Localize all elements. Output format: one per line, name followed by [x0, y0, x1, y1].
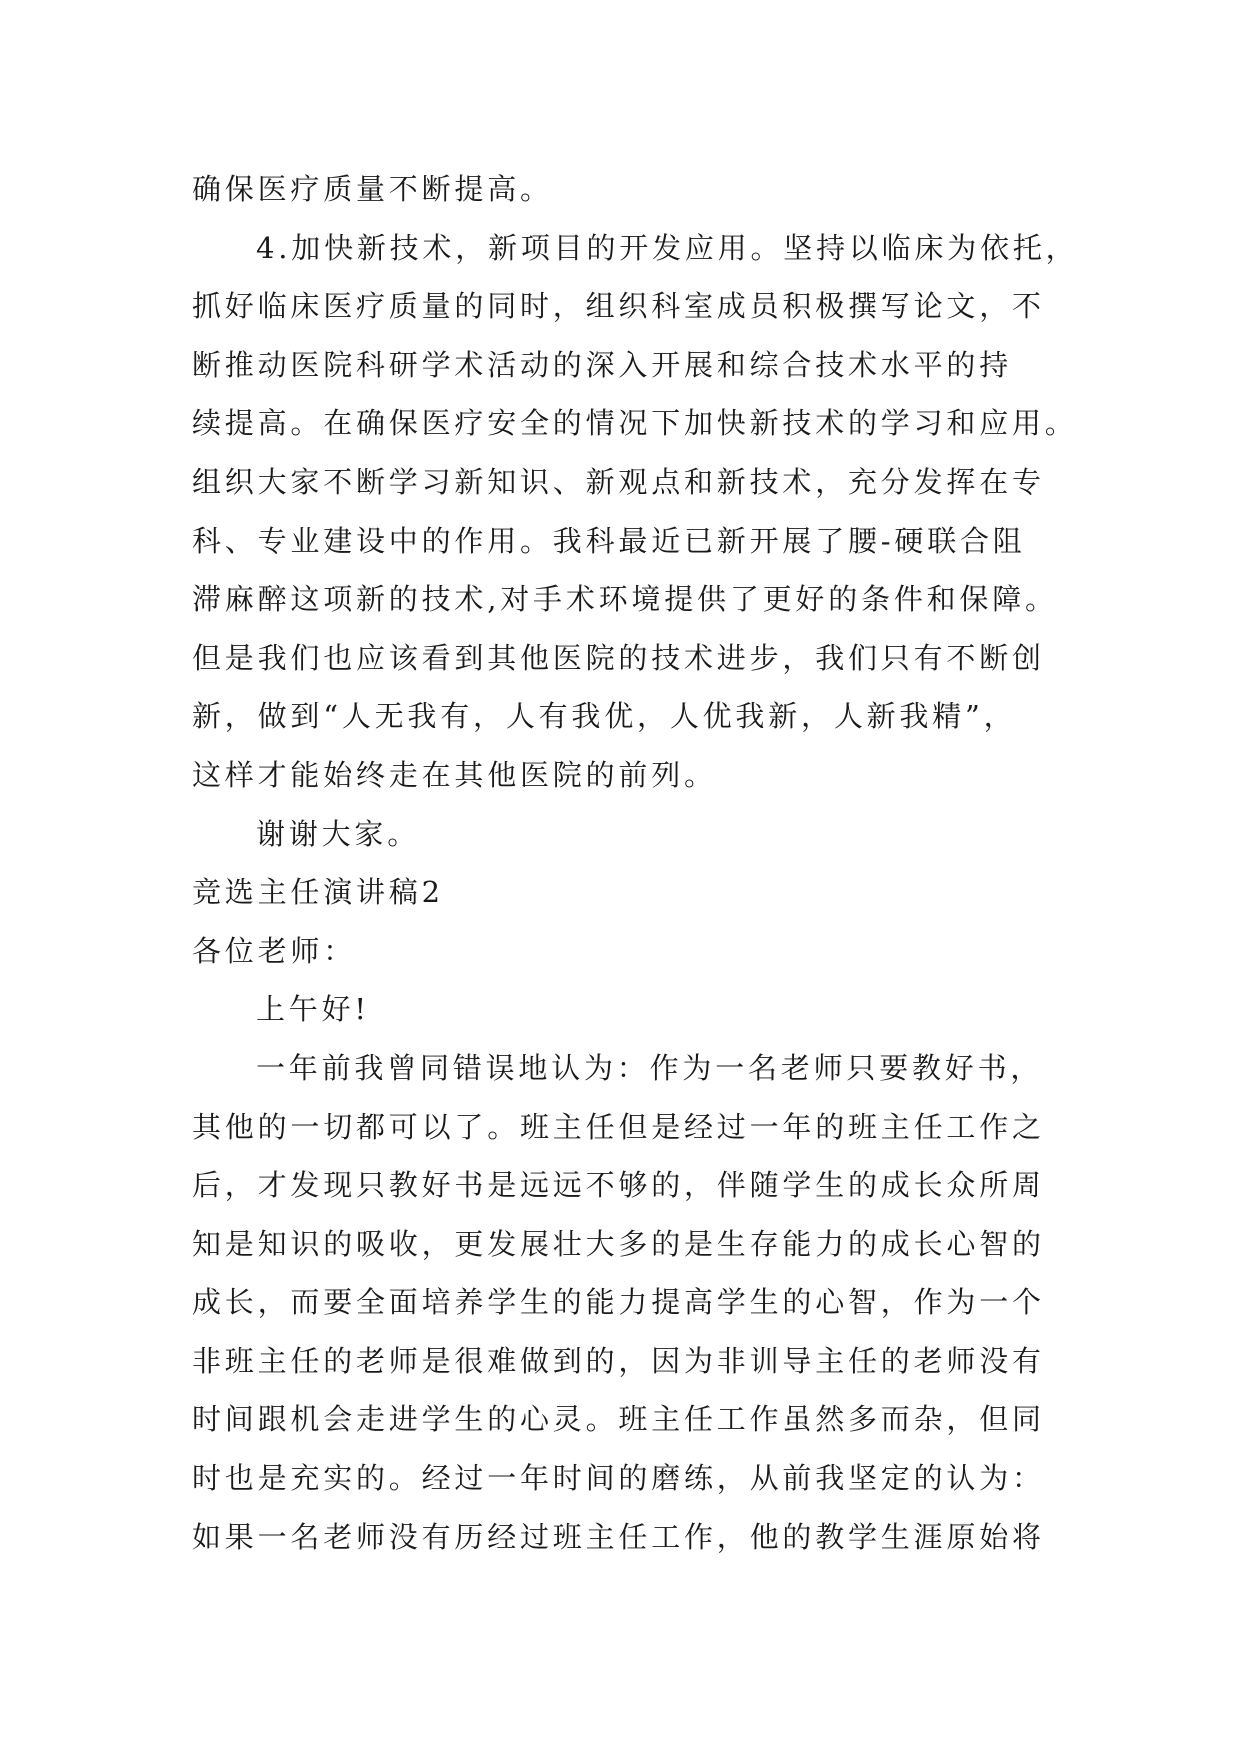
- text-line: 上午好!: [256, 992, 370, 1027]
- text-line: 这样才能始终走在其他医院的前列。: [192, 757, 717, 792]
- text-line: 非班主任的老师是很难做到的，因为非训导主任的老师没有: [192, 1343, 1045, 1378]
- text-line: 各位老师：: [192, 933, 357, 968]
- text-line: 续提高。在确保医疗安全的情况下加快新技术的学习和应用。: [192, 406, 1078, 441]
- text-line: 其他的一切都可以了。班主任但是经过一年的班主任工作之: [192, 1109, 1045, 1144]
- text-line: 但是我们也应该看到其他医院的技术进步，我们只有不断创: [192, 640, 1045, 675]
- text-line: 滞麻醉这项新的技术,对手术环境提供了更好的条件和保障。: [192, 582, 1058, 617]
- text-line: 4.加快新技术，新项目的开发应用。坚持以临床为依托，: [256, 230, 1079, 265]
- text-line: 断推动医院科研学术活动的深入开展和综合技术水平的持: [192, 347, 1013, 382]
- document-body: [192, 160, 1079, 1566]
- text-line: 如果一名老师没有历经过班主任工作，他的教学生涯原始将: [192, 1519, 1045, 1554]
- text-line: 一年前我曾同错误地认为：作为一名老师只要教好书，: [256, 1050, 1044, 1085]
- text-line: 成长，而要全面培养学生的能力提高学生的心智，作为一个: [192, 1285, 1045, 1320]
- text-line: 谢谢大家。: [256, 816, 421, 851]
- text-line: 竞选主任演讲稿2: [192, 875, 444, 910]
- text-line: 新，做到“人无我有，人有我优，人优我新，人新我精”，: [192, 699, 1017, 734]
- text-line: 知是知识的吸收，更发展壮大多的是生存能力的成长心智的: [192, 1226, 1045, 1261]
- text-line: 组织大家不断学习新知识、新观点和新技术，充分发挥在专: [192, 464, 1045, 499]
- text-line: 时也是充实的。经过一年时间的磨练，从前我坚定的认为：: [192, 1461, 1045, 1496]
- text-line: 抓好临床医疗质量的同时，组织科室成员积极撰写论文，不: [192, 289, 1045, 324]
- text-line: 后，才发现只教好书是远远不够的，伴随学生的成长众所周: [192, 1168, 1045, 1203]
- text-line: 科、专业建设中的作用。我科最近已新开展了腰-硬联合阻: [192, 523, 1026, 558]
- text-line: 确保医疗质量不断提高。: [192, 172, 553, 206]
- text-line: 时间跟机会走进学生的心灵。班主任工作虽然多而杂，但同: [192, 1402, 1045, 1437]
